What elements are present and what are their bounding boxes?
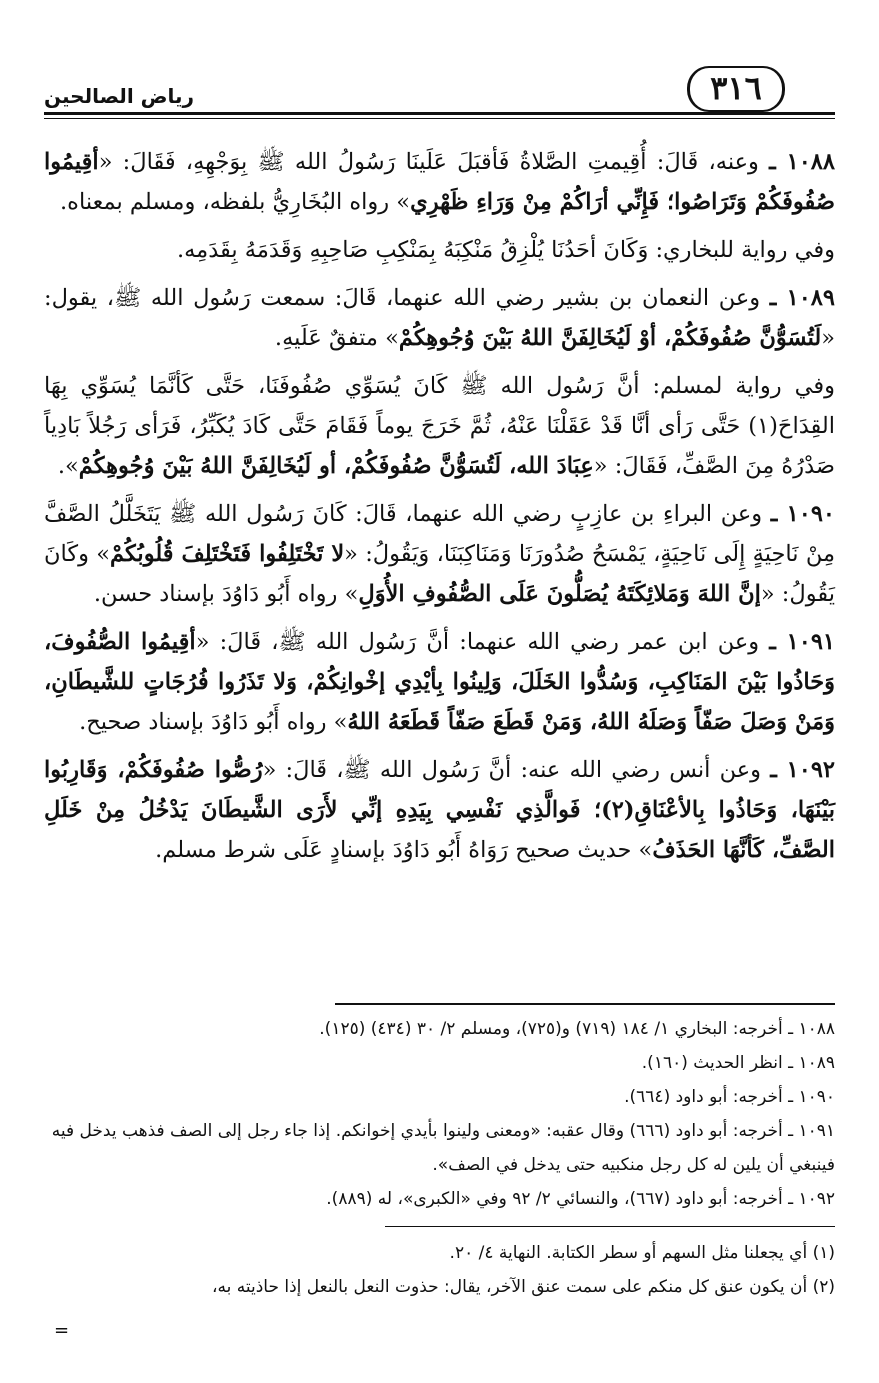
hadith-number: ١٠٩٠ ـ (770, 501, 835, 527)
hadith-text: وعنه، قَالَ: أُقِيمتِ الصَّلاةُ فَأقبَلَ عَلَينَا رَسُولُ الله ﷺ بِوَجْهِهِ، فَقَالَ: « (98, 149, 759, 175)
header-rule-thin (44, 118, 835, 119)
page-number: ٣١٦ (687, 66, 785, 112)
hadith-number: ١٠٩١ ـ (769, 629, 835, 655)
hadith-text: وعن أنس رضي الله عنه: أنَّ رَسُول الله ﷺ، قَالَ: « (262, 757, 762, 783)
hadith-number: ١٠٨٩ ـ (769, 285, 835, 311)
footnote-item: (١) أي يجعلنا مثل السهم أو سطر الكتابة. النهاية ٤/ ٢٠. (449, 1243, 835, 1263)
header-rule (44, 112, 835, 115)
hadith-text: وفي رواية للبخاري: وَكَانَ أحَدُنَا يُلْزِقُ مَنْكِبَهُ بِمَنْكِبِ صَاحِبِهِ وَقَدَمَهُ بِقَدَمِه. (176, 237, 835, 263)
hadith-1088 (44, 142, 835, 222)
main-text (44, 142, 835, 878)
hadith-1090 (44, 494, 835, 614)
hadith-1092 (44, 750, 835, 870)
hadith-text-mid: » وكَانَ يَقُولُ: « (44, 541, 835, 607)
hadith-text: وعن ابن عمر رضي الله عنهما: أنَّ رَسُول الله ﷺ، قَالَ: « (195, 629, 760, 655)
hadith-quote: أقِيمُوا الصُّفُوفَ، وَحَاذُوا بَيْنَ المَنَاكِبِ، وَسُدُّوا الخَلَلَ، وَلِينُوا بِأيْدِي إخْوانِكُمْ، وَلا تَذَرُوا فُرُجَاتٍ للشَّيطَانِ، وَمَنْ وَصَلَ صَفّاً وَصَلَهُ اللهُ، وَمَنْ قَطَعَ صَفّاً قَطَعَهُ اللهُ (44, 629, 835, 735)
hadith-number: ١٠٩٢ ـ (770, 757, 835, 783)
page-header (44, 62, 835, 118)
hadith-text: وعن البراءِ بن عازِبٍ رضي الله عنهما، قَالَ: كَانَ رَسُول الله ﷺ يَتَخَلَّلُ الصَّفَّ مِنْ نَاحِيَةٍ إِلَى نَاحِيَةٍ، يَمْسَحُ صُدُورَنَا وَمَنَاكِبَنَا، وَيَقُولُ: « (44, 501, 836, 567)
hadith-quote: رُصُّوا صُفُوفَكُمْ، وَقَارِبُوا بَيْنَهَا، وَحَاذُوا بِالأعْنَاقِ(٢)؛ فَوالَّذِي نَفْسِي بِيَدِهِ إنِّي لأَرَى الشَّيطَانَ يَدْخُلُ مِنْ خَلَلِ الصَّفِّ، كَأنَّهَا الحَذَفُ (44, 757, 835, 863)
takhrij-notes (44, 1012, 835, 1216)
takhrij-item: ١٠٨٩ ـ انظر الحديث (١٦٠). (641, 1053, 835, 1073)
takhrij-item: ١٠٩١ ـ أخرجه: أبو داود (٦٦٦) وقال عقبه: «ومعنى ولينوا بأيدي إخوانكم. إذا جاء رجل إلى الصف فذهب يدخل فيه فينبغي أن يلين له كل رجل منكبيه حتى يدخل في الصف». (51, 1121, 835, 1175)
corner-mark: = (54, 1320, 70, 1341)
hadith-1091 (44, 622, 835, 742)
footnotes (44, 1236, 835, 1304)
hadith-quote: لا تَخْتَلِفُوا فَتَخْتَلِفَ قُلُوبُكُمْ (110, 541, 345, 567)
hadith-source: » متفقٌ عَلَيهِ. (274, 325, 399, 351)
hadith-text: وفي رواية لمسلم: أنَّ رَسُول الله ﷺ كَانَ يُسَوِّي صُفُوفَنَا، حَتَّى كَأنَّمَا يُسَوِّي بِهَا القِدَاحَ(١) حَتَّى رَأى أنَّا قَدْ عَقَلْنَا عَنْهُ، ثُمَّ خَرَجَ يوماً فَقَامَ حَتَّى كَادَ يُكَبِّرُ، فَرَأى رَجُلاً بَادِياً صَدْرُهُ مِنَ الصَّفِّ، فَقَالَ: « (44, 373, 835, 479)
takhrij-item: ١٠٩٠ ـ أخرجه: أبو داود (٦٦٤). (624, 1087, 835, 1107)
riwaya-bukhari (44, 230, 835, 270)
hadith-quote: لَتُسَوُّنَّ صُفُوفَكُمْ، أوْ لَيُخَالِفَنَّ اللهُ بَيْنَ وُجُوهِكُمْ (398, 325, 822, 351)
hadith-source: » رواه أَبُو دَاوُدَ بإسناد صحيح. (79, 709, 348, 735)
hadith-quote: أقِيمُوا صُفُوفَكُمْ وَتَرَاصُوا؛ فَإِنِّي أرَاكُمْ مِنْ وَرَاءِ ظَهْرِي (44, 149, 835, 215)
hadith-1089 (44, 278, 835, 358)
riwaya-muslim (44, 366, 835, 486)
hadith-source: » رواه البُخَارِيُّ بلفظه، ومسلم بمعناه. (60, 189, 411, 215)
footnote-item: (٢) أن يكون عنق كل منكم على سمت عنق الآخر، يقال: حذوت النعل بالنعل إذا حاذيته به، (212, 1277, 835, 1297)
hadith-source: ». (57, 453, 79, 479)
hadith-number: ١٠٨٨ ـ (769, 149, 835, 175)
notes-separator (335, 1003, 835, 1005)
hadith-source: » حديث صحيح رَوَاهُ أَبُو دَاوُدَ بإسنادٍ عَلَى شرط مسلم. (155, 837, 653, 863)
hadith-text: وعن النعمان بن بشير رضي الله عنهما، قَالَ: سمعت رَسُول الله ﷺ، يقول: « (44, 285, 835, 351)
takhrij-item: ١٠٩٢ ـ أخرجه: أبو داود (٦٦٧)، والنسائي ٢/ ٩٢ وفي «الكبرى»، له (٨٨٩). (326, 1189, 835, 1209)
hadith-source: » رواه أَبُو دَاوُدَ بإسناد حسن. (93, 581, 359, 607)
footnotes-separator (385, 1226, 835, 1227)
takhrij-item: ١٠٨٨ ـ أخرجه: البخاري ١/ ١٨٤ (٧١٩) و(٧٢٥)، ومسلم ٢/ ٣٠ (٤٣٤) (١٢٥). (319, 1019, 835, 1039)
hadith-quote-2: إنَّ اللهَ وَمَلائِكَتَهُ يُصَلُّونَ عَلَى الصُّفُوفِ الأُوَلِ (358, 581, 761, 607)
hadith-quote: عِبَادَ الله، لَتُسَوُّنَّ صُفُوفَكُمْ، أو لَيُخَالِفَنَّ اللهُ بَيْنَ وُجُوهِكُمْ (78, 453, 594, 479)
book-title: رياض الصالحين (44, 84, 195, 108)
